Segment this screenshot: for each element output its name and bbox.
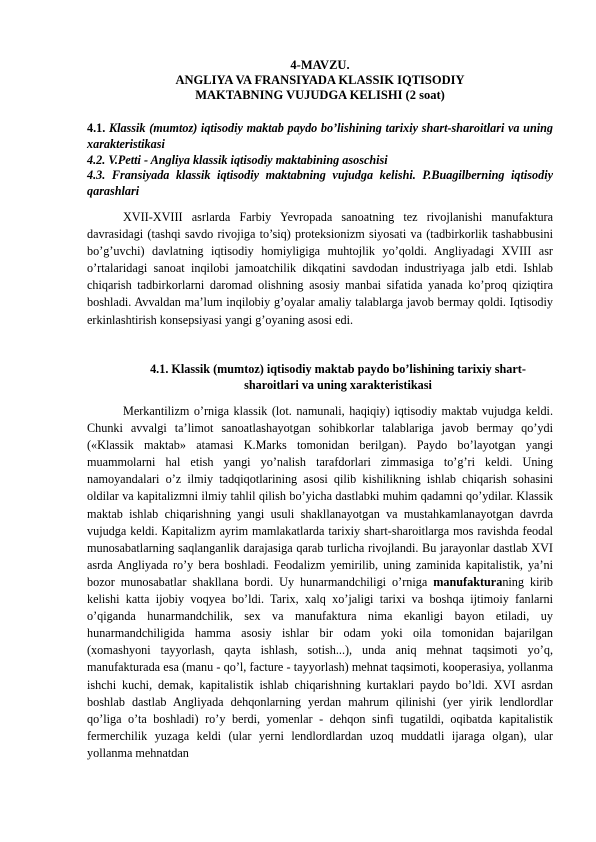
bold-term: manufaktura [433,574,503,589]
intro-paragraph: XVII-XVIII asrlarda Farbiy Yevropada sanoatning tez rivojlanishi manufaktura davrasidagi (tashqi savdo rivojiga to’siq) proteksionizm siyosati va (tadbirkorlik tashabbusini bo’g’uvchi) davlatning iqtisodiy homiyligiga muhtojlik yo’qoldi. Angliyadagi XVIII asr o’rtalaridagi sanoat inqilobi jamoatchilik dikqatini savdodan industriyaga jalb etdi. Ishlab chiqarish tadbirkorlarni daromad olishning asosiy manbai sifatida yanada ko’proq qiziqtira boshladi. Avvaldan ma’lum inqilobiy g’oyalar amaliy talablarga javob bermay qoldi. Iqtisodiy erkinlashtirish konsepsiyasi yangi g’oyaning asosi edi. [87,210,553,327]
plan-item-1-number: 4.1. [87,121,106,135]
body-paragraph [87,403,553,762]
body-text-part-1: Merkantilizm o’rniga klassik (lot. namunali, haqiqiy) iqtisodiy maktab vujudga keldi. Chunki avvalgi ta’limot sanoatlashayotgan sohibkorlar talablariga javob bermay qo’ydi («Klassik maktab» atamasi K.Marks tomonidan berilgan). Paydo bo’layotgan yangi muammolarni hal etish yangi yo’nalish tarafdorlari zimmasiga to’g’ri keldi. Uning namoyandalari o’z ilmiy tadqiqotlarining asosi qilib kishilikning ishlab chiqarish sohasini oldilar va kapitalizmni ilmiy tahlil qilish bo’yicha dastlabki muhim qadamni qo’ydilar. Klassik maktab ishlab chiqarishning yangi usuli shakllanayotgan va mustahkamlanayotgan davrda vujudga keldi. Kapitalizm ayrim mamlakatlarda tarixiy shart-sharoitlarga mos ravishda feodal munosabatlarning saqlanganlik darajasiga qarab turlicha rivojlandi. Bu jarayonlar dastlab XVI asrda Angliyada ro’y bera boshladi. Feodalizm yemirilib, uning zaminida kapitalistik, ya’ni bozor munosabatlar shakllana bordi. Uy hunarmandchiligi o’rniga [87,404,553,589]
topic-number: 4-MAVZU. [290,58,350,72]
body-paragraph-block [87,403,553,762]
topic-title-line-2: MAKTABNING VUJUDGA KELISHI (2 soat) [195,88,445,102]
body-text-part-2: ning kirib kelishi katta ijobiy voqyea bo’ldi. Tarix, xalq xo’jaligi tarixi va boshqa ijtimoiy fanlarni o’qiganda hunarmandchilik, sex va manufaktura nima ekanligi bayon etiladi, uy hunarmandchiligida hamma asosiy ishlar bir odam yoki oila tomonidan bajarilgan (xomashyoni tayyorlash, qayta ishlash, sotish...), unda aniq mehnat taqsimoti yo’q, manufakturada esa (manu - qo’l, facture - tayyorlash) mehnat taqsimoti, kooperasiya, yollanma ishchi kuchi, demak, kapitalistik ishlab chiqarishning kurtaklari paydo bo’ldi. XVI asrdan boshlab dastlab Angliyada dehqonlarning yerdan mahrum qilinishi (yer yirik lendlordlar qo’liga o’ta boshladi) ro’y berdi, yomenlar - dehqon sinfi tugatildi, oqibatda kapitalistik fermerchilik yuzaga keldi (ular yerni lendlordlardan uzoq muddatli ijaraga olgan), ular yollanma mehnatdan [87,574,553,760]
plan-item-1-text: Klassik (mumtoz) iqtisodiy maktab paydo bo’lishining tarixiy shart-sharoitlari va uning xarakteristikasi [87,121,553,151]
topic-plan [87,121,553,200]
topic-title-line-1: ANGLIYA VA FRANSIYADA KLASSIK IQTISODIY [175,73,465,87]
plan-item-3: 4.3. Fransiyada klassik iqtisodiy maktabning vujudga kelishi. P.Buagilberning iqtisodiy qarashlari [87,168,553,199]
plan-item-1 [87,121,553,153]
intro-paragraph-block [87,209,553,329]
section-heading: 4.1. Klassik (mumtoz) iqtisodiy maktab paydo bo’lishining tarixiy shart-sharoitlari va uning xarakteristikasi [150,362,526,392]
plan-item-2: 4.2. V.Petti - Angliya klassik iqtisodiy maktabining asoschisi [87,152,388,167]
